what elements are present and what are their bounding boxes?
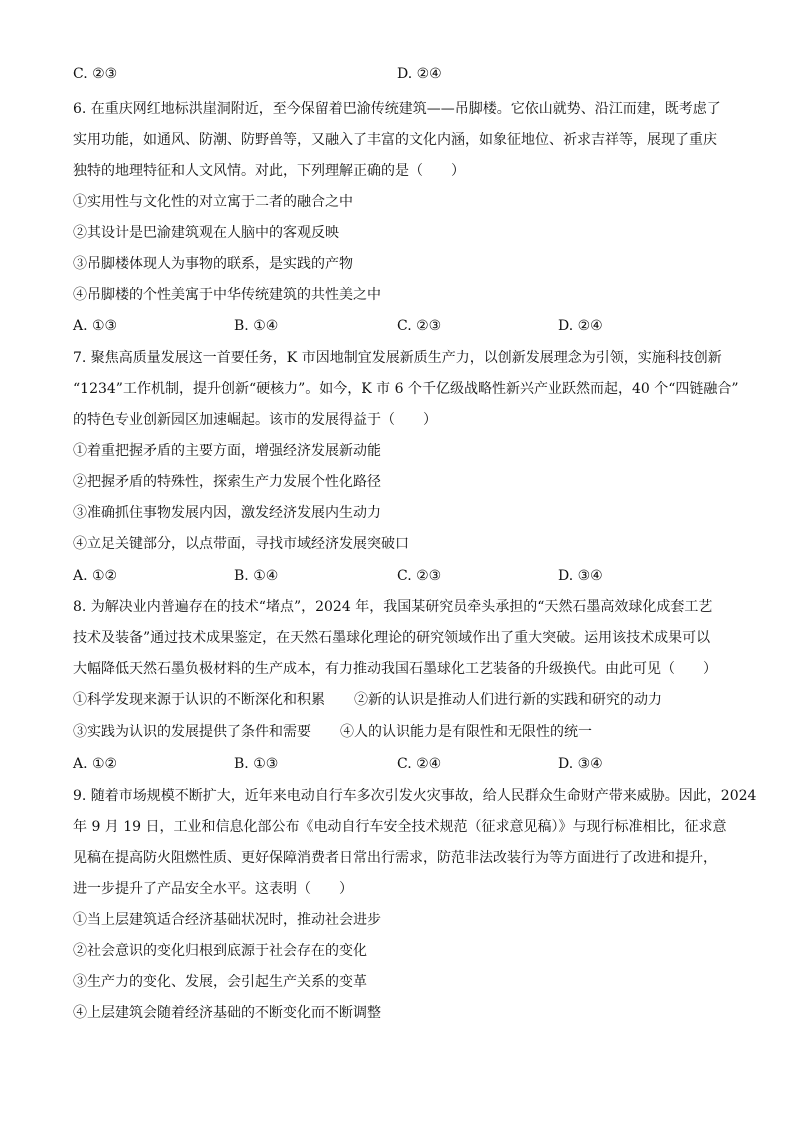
statement-2: ②把握矛盾的特殊性，探索生产力发展个性化路径	[73, 474, 381, 490]
question-stem-line: 进一步提升了产品安全水平。这表明（ ）	[73, 881, 353, 897]
option-a: A. ①③	[73, 318, 118, 334]
statement-2: ②其设计是巴渝建筑观在人脑中的客观反映	[73, 225, 339, 241]
option-c: C. ②③	[397, 568, 442, 584]
statement-3: ③吊脚楼体现人为事物的联系，是实践的产物	[73, 256, 353, 272]
option-b: B. ①④	[234, 568, 279, 584]
statement-4: ④立足关键部分，以点带面，寻找市域经济发展突破口	[73, 536, 409, 552]
question-stem-line: 7. 聚焦高质量发展这一首要任务，K 市因地制宜发展新质生产力，以创新发展理念为引领，实施科技创新	[73, 350, 722, 366]
question-stem-line: 8. 为解决业内普遍存在的技术“堵点”，2024 年，我国某研究员牵头承担的“天然石墨高效球化成套工艺	[73, 599, 713, 615]
question-stem-line: 9. 随着市场规模不断扩大，近年来电动自行车多次引发火灾事故，给人民群众生命财产带来威胁。因此，2024	[73, 788, 757, 804]
question-stem-line: 见稿在提高防火阻燃性质、更好保障消费者日常出行需求，防范非法改装行为等方面进行了改进和提升，	[73, 850, 717, 866]
option-d: D. ③④	[558, 568, 603, 584]
question-stem-line: 独特的地理特征和人文风情。对此，下列理解正确的是（ ）	[73, 163, 465, 179]
statement-4: ④上层建筑会随着经济基础的不断变化而不断调整	[73, 1005, 381, 1021]
statement-1: ①当上层建筑适合经济基础状况时，推动社会进步	[73, 912, 381, 928]
option-c: C. ②③	[397, 318, 442, 334]
question-stem-line: “1234”工作机制，提升创新“硬核力”。如今，K 市 6 个千亿级战略性新兴产业跃然而起，40 个“四链融合”	[73, 381, 739, 397]
question-stem-line: 技术及装备”通过技术成果鉴定，在天然石墨球化理论的研究领域作出了重大突破。运用该技术成果可以	[73, 630, 711, 646]
option-d: D. ②④	[397, 66, 442, 82]
option-b: B. ①④	[234, 318, 279, 334]
statement-4: ④人的认识能力是有限性和无限性的统一	[340, 724, 592, 740]
statement-1: ①科学发现来源于认识的不断深化和积累	[73, 692, 325, 708]
option-d: D. ②④	[558, 318, 603, 334]
question-stem-line: 实用功能，如通风、防潮、防野兽等，又融入了丰富的文化内涵，如象征地位、祈求吉祥等，展现了重庆	[73, 132, 717, 148]
statement-3: ③生产力的变化、发展，会引起生产关系的变革	[73, 974, 367, 990]
statement-2: ②新的认识是推动人们进行新的实践和研究的动力	[354, 692, 662, 708]
option-a: A. ①②	[73, 756, 118, 772]
statement-1: ①实用性与文化性的对立寓于二者的融合之中	[73, 194, 353, 210]
option-a: A. ①②	[73, 568, 118, 584]
option-d: D. ③④	[558, 756, 603, 772]
statement-2: ②社会意识的变化归根到底源于社会存在的变化	[73, 943, 367, 959]
option-b: B. ①③	[234, 756, 279, 772]
question-stem-line: 大幅降低天然石墨负极材料的生产成本，有力推动我国石墨球化工艺装备的升级换代。由此可见（ ）	[73, 661, 717, 677]
statement-1: ①着重把握矛盾的主要方面，增强经济发展新动能	[73, 443, 381, 459]
question-stem-line: 6. 在重庆网红地标洪崖洞附近，至今保留着巴渝传统建筑——吊脚楼。它依山就势、沿江而建，既考虑了	[73, 101, 721, 117]
question-stem-line: 年 9 月 19 日，工业和信息化部公布《电动自行车安全技术规范（征求意见稿）》与现行标准相比，征求意	[73, 819, 727, 835]
option-c: C. ②③	[73, 66, 118, 82]
statement-4: ④吊脚楼的个性美寓于中华传统建筑的共性美之中	[73, 287, 381, 303]
option-c: C. ②④	[397, 756, 442, 772]
question-stem-line: 的特色专业创新园区加速崛起。该市的发展得益于（ ）	[73, 412, 437, 428]
statement-3: ③实践为认识的发展提供了条件和需要	[73, 724, 311, 740]
statement-3: ③准确抓住事物发展内因，激发经济发展内生动力	[73, 505, 381, 521]
